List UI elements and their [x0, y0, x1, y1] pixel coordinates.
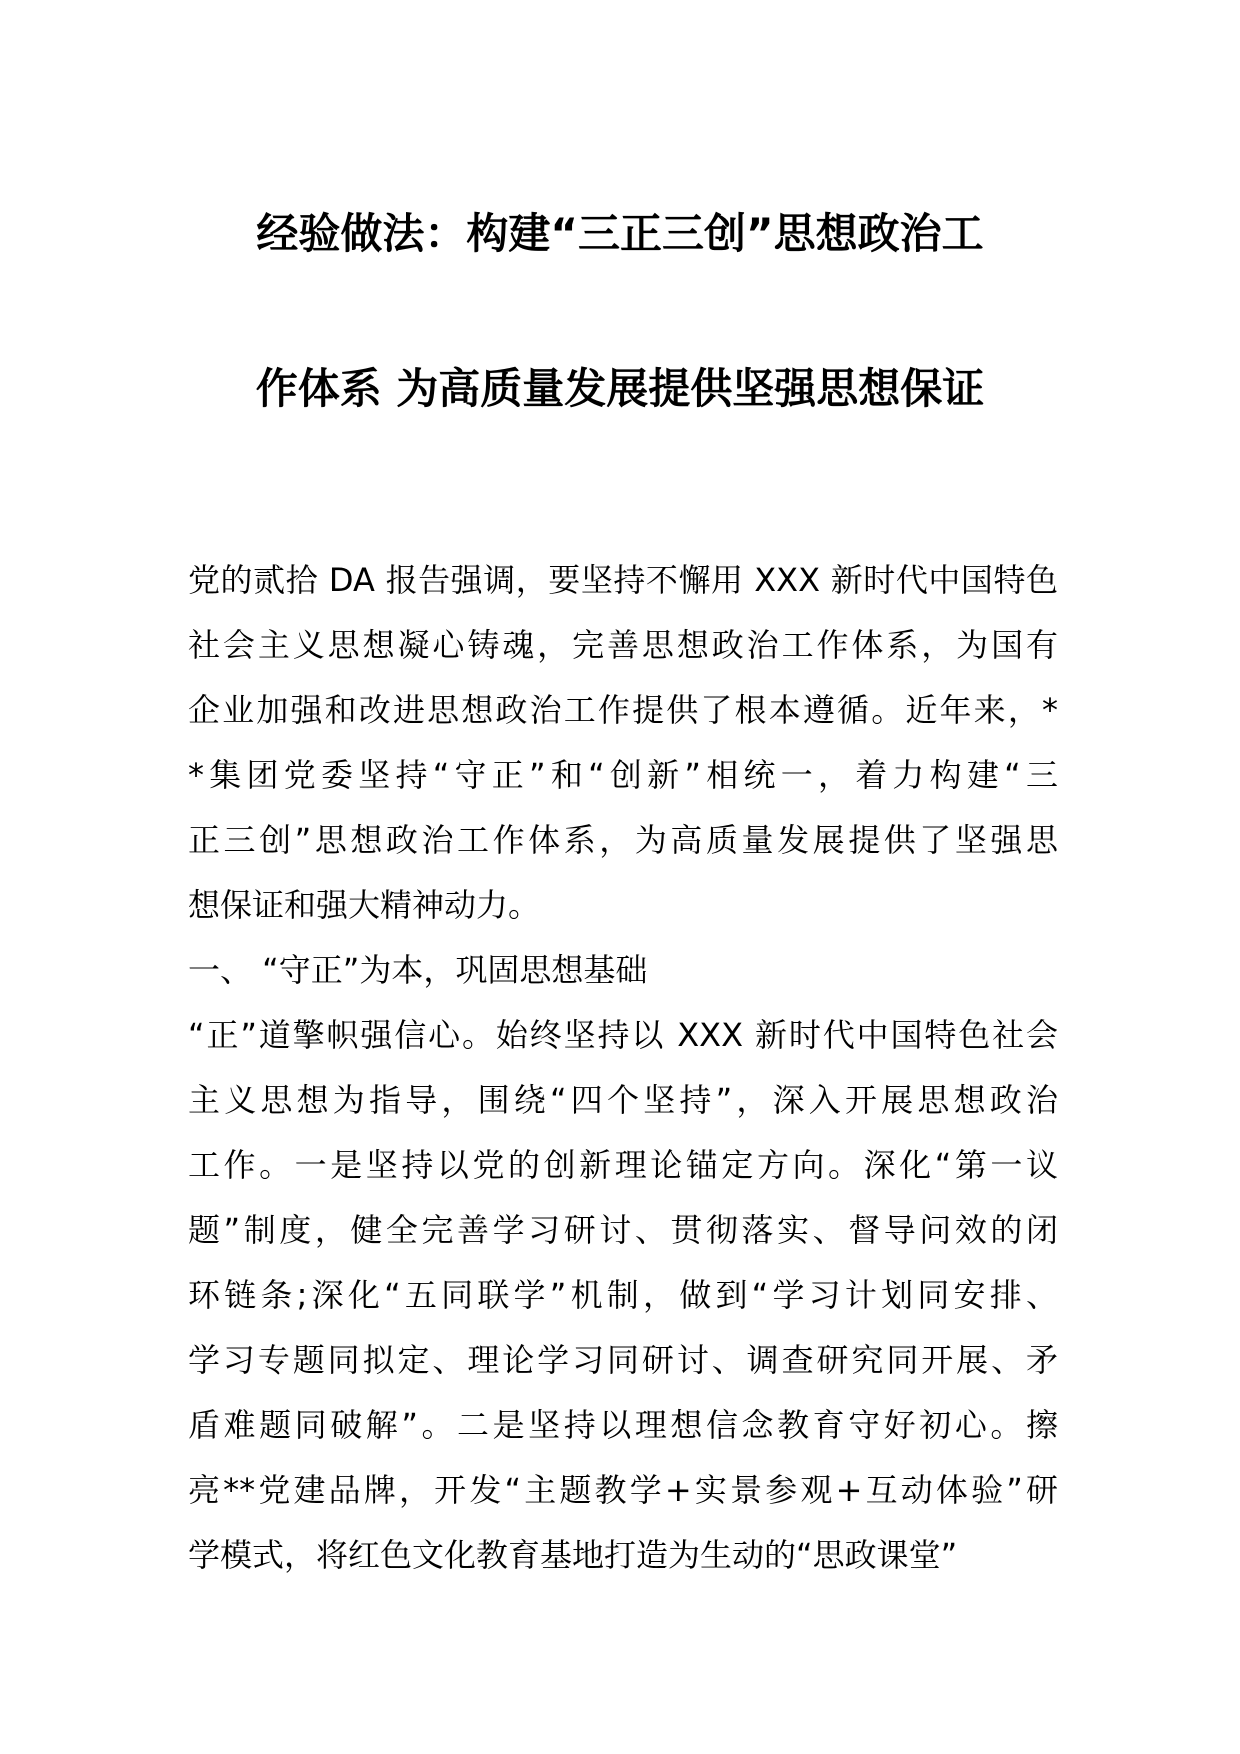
paragraph-line: 学习专题同拟定、理论学习同研讨、调查研究同开展、矛 — [188, 1341, 1058, 1379]
paragraph-line: 亮**党建品牌，开发“主题教学+实景参观+互动体验”研 — [188, 1471, 1058, 1509]
document-title-line-2: 作体系 为高质量发展提供坚强思想保证 — [255, 364, 985, 413]
paragraph-line: *集团党委坚持“守正”和“创新”相统一，着力构建“三 — [188, 756, 1058, 794]
paragraph-line: 题”制度，健全完善学习研讨、贯彻落实、督导问效的闭 — [188, 1211, 1058, 1249]
paragraph-line: 党的贰拾 DA 报告强调，要坚持不懈用 XXX 新时代中国特色 — [188, 561, 1058, 599]
document-title-line-1: 经验做法：构建“三正三创”思想政治工 — [256, 209, 984, 258]
paragraph-line: 正三创”思想政治工作体系，为高质量发展提供了坚强思 — [188, 821, 1058, 859]
document-body — [188, 548, 1058, 1588]
section-paragraph — [188, 1003, 1058, 1588]
paragraph-line: 学模式，将红色文化教育基地打造为生动的“思政课堂” — [188, 1536, 958, 1574]
paragraph-line: 工作。一是坚持以党的创新理论锚定方向。深化“第一议 — [188, 1146, 1058, 1184]
paragraph-line: 主义思想为指导，围绕“四个坚持”，深入开展思想政治 — [188, 1081, 1058, 1119]
paragraph-line: 环链条;深化“五同联学”机制，做到“学习计划同安排、 — [188, 1276, 1058, 1314]
section-heading-text: 一、 “守正”为本，巩固思想基础 — [188, 951, 648, 989]
paragraph-line: 企业加强和改进思想政治工作提供了根本遵循。近年来，* — [188, 691, 1058, 729]
paragraph-line: 想保证和强大精神动力。 — [188, 886, 541, 924]
intro-paragraph — [188, 548, 1058, 938]
paragraph-line: 盾难题同破解”。二是坚持以理想信念教育守好初心。擦 — [188, 1406, 1058, 1444]
paragraph-line: “正”道擎帜强信心。始终坚持以 XXX 新时代中国特色社会 — [188, 1016, 1058, 1054]
section-heading — [188, 938, 1058, 1003]
paragraph-line: 社会主义思想凝心铸魂，完善思想政治工作体系，为国有 — [188, 626, 1058, 664]
